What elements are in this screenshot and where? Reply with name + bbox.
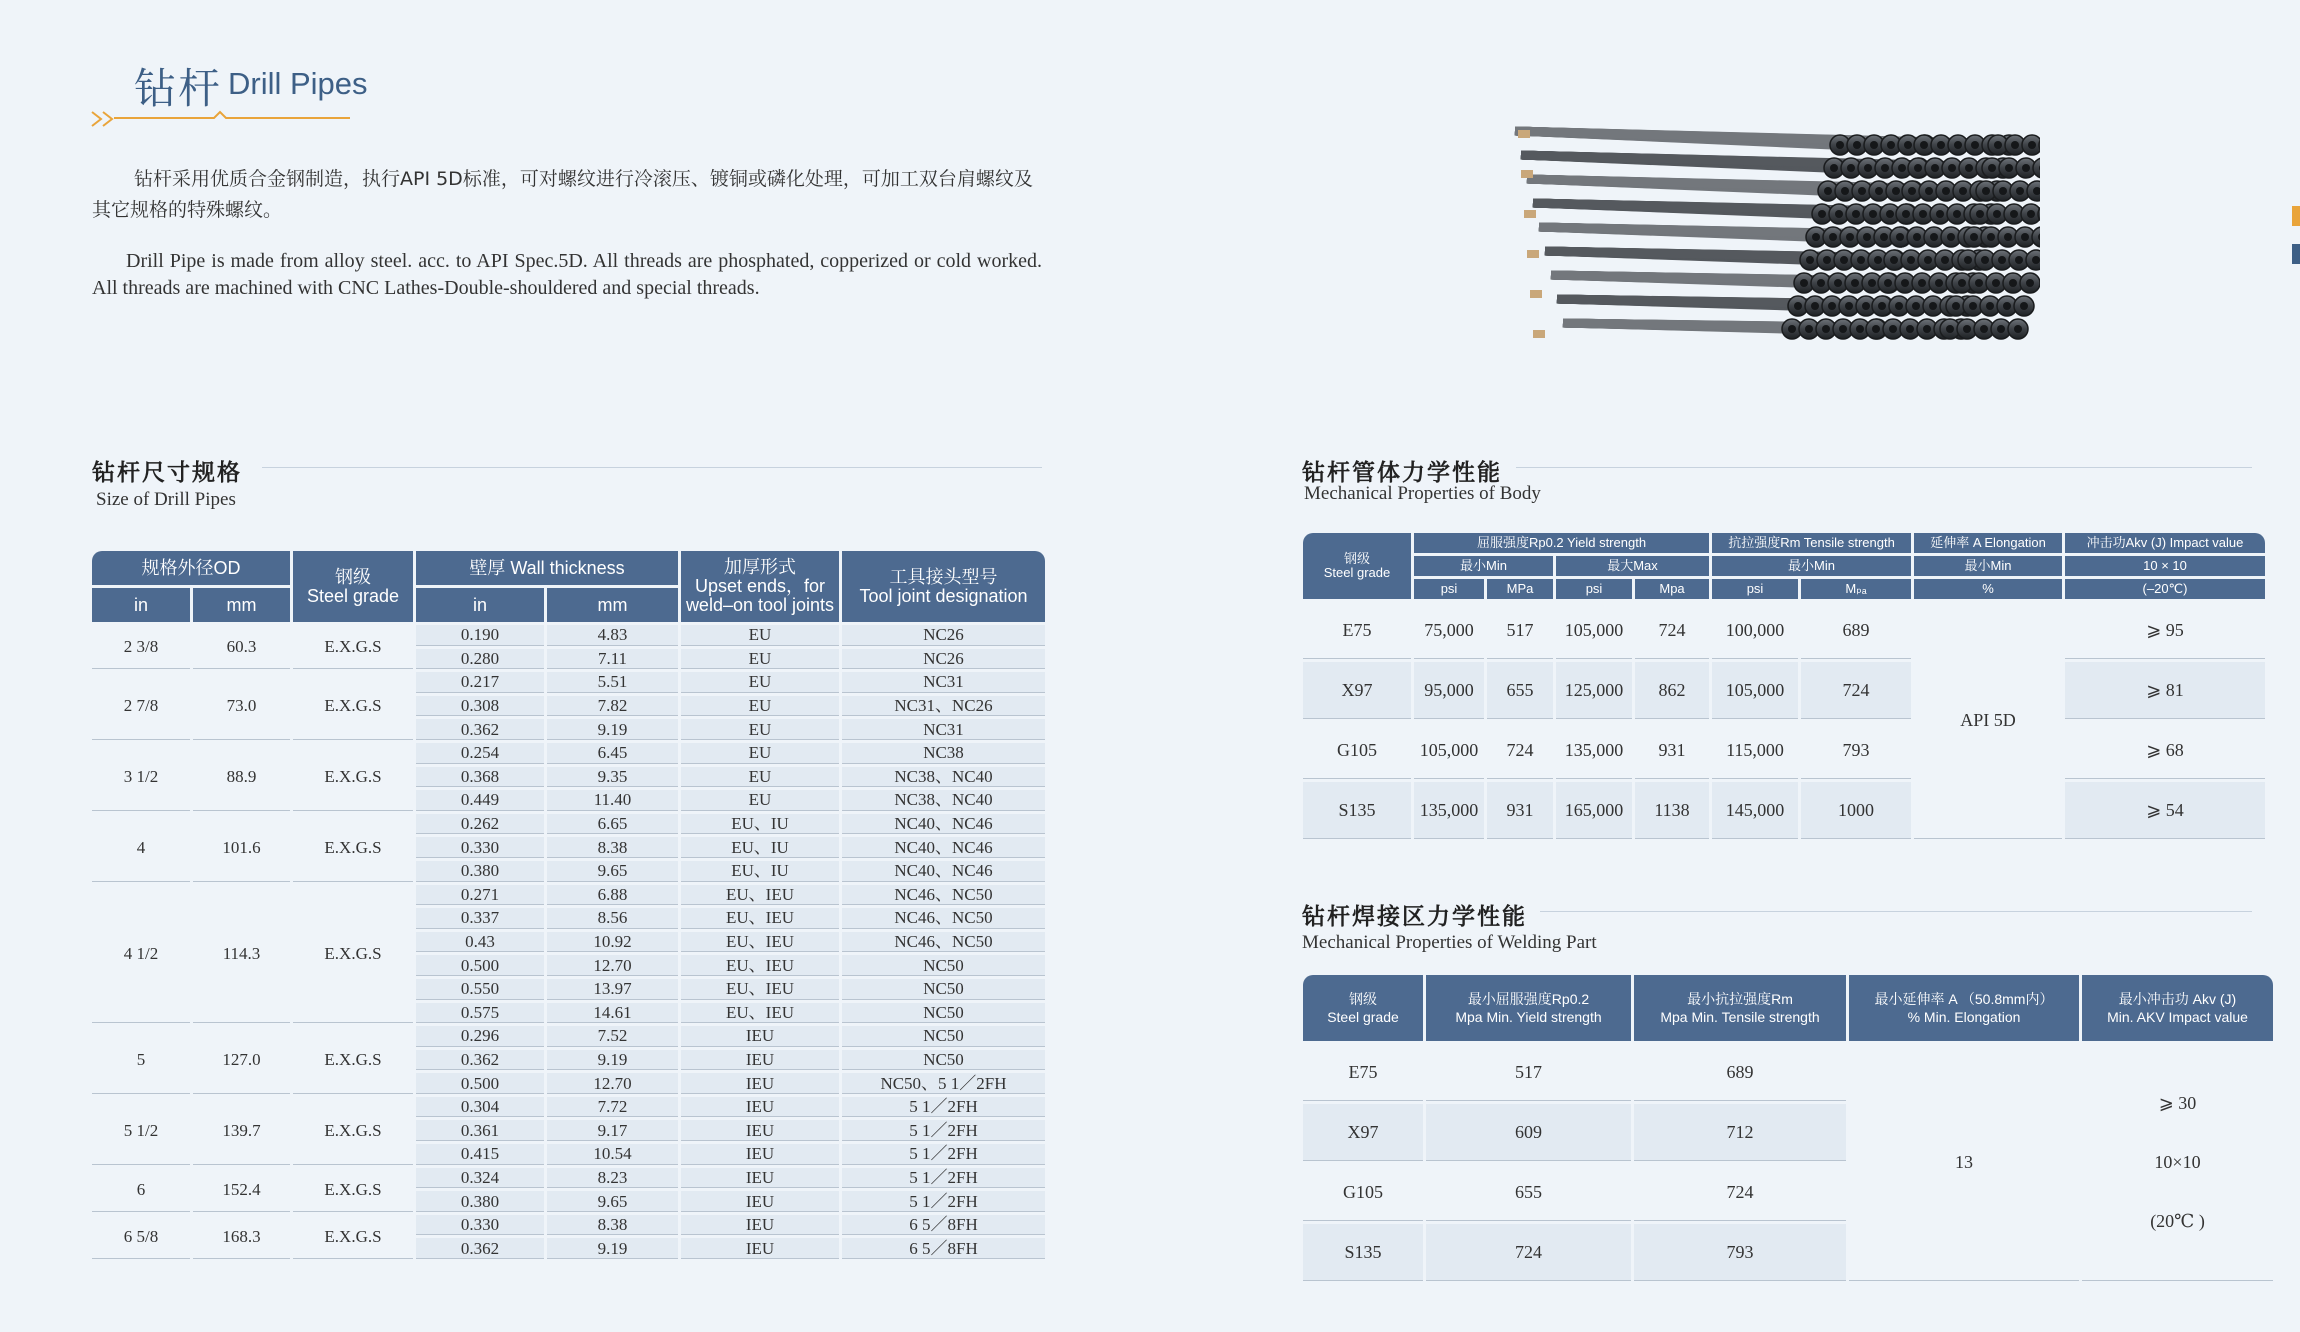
size-cell-upset: EU <box>681 672 839 693</box>
size-cell-wall-in: 0.271 <box>416 885 544 906</box>
size-head-joint-zh: 工具接头型号 <box>889 566 998 587</box>
size-cell-wall-in: 0.217 <box>416 672 544 693</box>
body-head-temp: (–20℃) <box>2065 579 2265 599</box>
body-cell-impact: ⩾ 81 <box>2065 662 2265 719</box>
weld-head-impact-zh: 最小冲击功 Akv (J) <box>2118 991 2237 1007</box>
body-cell-y-mpa: 655 <box>1487 662 1553 719</box>
size-cell-upset: IEU <box>681 1238 839 1259</box>
size-head-od: 规格外径OD <box>92 551 290 585</box>
size-cell-wall-in: 0.304 <box>416 1097 544 1118</box>
body-head-mpa3: Mₚₐ <box>1801 579 1911 599</box>
body-head-psi3: psi <box>1712 579 1798 599</box>
body-head-yield: 屈服强度Rp0.2 Yield strength <box>1414 533 1709 553</box>
size-cell-od-mm: 168.3 <box>193 1215 290 1259</box>
body-cell-ymax-psi: 135,000 <box>1556 722 1632 779</box>
size-cell-joint: NC46、NC50 <box>842 908 1045 929</box>
body-cell-y-psi: 105,000 <box>1414 722 1484 779</box>
intro-paragraph-zh: 钻杆采用优质合金钢制造，执行API 5D标准，可对螺纹进行冷滚压、镀铜或磷化处理，可加工双台肩螺纹及其它规格的特殊螺纹。 <box>92 168 1033 221</box>
size-cell-joint: NC38、NC40 <box>842 790 1045 811</box>
size-cell-upset: EU、IEU <box>681 955 839 976</box>
size-cell-wall-mm: 9.35 <box>547 767 678 788</box>
size-cell-wall-mm: 7.52 <box>547 1026 678 1047</box>
body-cell-t-mpa: 1000 <box>1801 782 1911 839</box>
body-properties-table <box>1300 530 2268 842</box>
size-cell-joint: 6 5／8FH <box>842 1215 1045 1236</box>
weld-impact-min: ⩾ 30 <box>2158 1092 2197 1113</box>
table-row <box>92 1215 1045 1236</box>
size-head-od-in: in <box>92 588 190 622</box>
size-cell-joint: NC38 <box>842 743 1045 764</box>
size-cell-od-mm: 127.0 <box>193 1026 290 1094</box>
body-head-max1: 最大Max <box>1556 556 1709 576</box>
size-head-wall: 壁厚 Wall thickness <box>416 551 678 585</box>
size-cell-od-mm: 152.4 <box>193 1168 290 1212</box>
weld-section-title-en: Mechanical Properties of Welding Part <box>1302 932 1597 953</box>
size-cell-wall-mm: 8.38 <box>547 1215 678 1236</box>
size-cell-upset: EU、IU <box>681 837 839 858</box>
size-cell-od-mm: 88.9 <box>193 743 290 811</box>
weld-cell-impact <box>2082 1044 2273 1281</box>
body-cell-grade: E75 <box>1303 602 1411 659</box>
size-cell-joint: NC40、NC46 <box>842 837 1045 858</box>
body-head-impact: 冲击功Akv (J) Impact value <box>2065 533 2265 553</box>
size-cell-upset: IEU <box>681 1144 839 1165</box>
size-cell-upset: EU <box>681 719 839 740</box>
size-cell-joint: NC26 <box>842 625 1045 646</box>
body-section-rule <box>1516 467 2252 468</box>
weld-section-title-zh: 钻杆焊接区力学性能 <box>1302 904 1527 930</box>
size-cell-joint: NC50 <box>842 1050 1045 1071</box>
size-cell-upset: IEU <box>681 1191 839 1212</box>
size-cell-wall-in: 0.330 <box>416 837 544 858</box>
size-cell-wall-mm: 4.83 <box>547 625 678 646</box>
size-cell-grade: E.X.G.S <box>293 1026 413 1094</box>
size-head-upset <box>681 551 839 622</box>
size-cell-joint: NC50 <box>842 979 1045 1000</box>
table-row <box>92 885 1045 906</box>
size-cell-wall-mm: 8.38 <box>547 837 678 858</box>
weld-head-impact <box>2082 975 2273 1041</box>
size-cell-wall-in: 0.324 <box>416 1168 544 1189</box>
size-cell-wall-in: 0.380 <box>416 861 544 882</box>
size-cell-joint: 6 5／8FH <box>842 1238 1045 1259</box>
body-cell-ymax-psi: 165,000 <box>1556 782 1632 839</box>
size-cell-joint: 5 1／2FH <box>842 1168 1045 1189</box>
table-row <box>92 743 1045 764</box>
size-cell-upset: IEU <box>681 1050 839 1071</box>
size-head-joint-en: Tool joint designation <box>859 585 1028 606</box>
body-head-tensile: 抗拉强度Rm Tensile strength <box>1712 533 1911 553</box>
body-cell-y-mpa: 517 <box>1487 602 1553 659</box>
size-cell-joint: NC31、NC26 <box>842 696 1045 717</box>
size-cell-joint: 5 1／2FH <box>842 1097 1045 1118</box>
size-cell-upset: EU、IEU <box>681 908 839 929</box>
table-row <box>1303 1044 2273 1101</box>
size-cell-upset: IEU <box>681 1026 839 1047</box>
size-cell-upset: EU <box>681 649 839 670</box>
size-cell-od-in: 6 <box>92 1168 190 1212</box>
body-cell-impact: ⩾ 68 <box>2065 722 2265 779</box>
size-cell-od-mm: 139.7 <box>193 1097 290 1165</box>
body-cell-ymax-psi: 105,000 <box>1556 602 1632 659</box>
size-cell-joint: NC50 <box>842 1003 1045 1024</box>
body-cell-impact: ⩾ 54 <box>2065 782 2265 839</box>
size-cell-upset: IEU <box>681 1097 839 1118</box>
size-cell-wall-in: 0.500 <box>416 1073 544 1094</box>
body-head-grade-en: Steel grade <box>1323 565 1391 580</box>
body-head-min3: 最小Min <box>1914 556 2062 576</box>
weld-cell-yield: 609 <box>1426 1104 1631 1161</box>
size-cell-grade: E.X.G.S <box>293 625 413 669</box>
weld-head-yield-en: Mpa Min. Yield strength <box>1455 1009 1602 1025</box>
size-cell-wall-mm: 9.19 <box>547 1238 678 1259</box>
size-cell-joint: 5 1／2FH <box>842 1191 1045 1212</box>
body-cell-ymax-psi: 125,000 <box>1556 662 1632 719</box>
size-head-upset-zh: 加厚形式 <box>724 557 796 577</box>
size-cell-wall-in: 0.296 <box>416 1026 544 1047</box>
size-cell-upset: EU <box>681 767 839 788</box>
size-cell-od-in: 2 7/8 <box>92 672 190 740</box>
size-cell-upset: IEU <box>681 1073 839 1094</box>
size-cell-upset: EU、IEU <box>681 885 839 906</box>
size-cell-od-in: 5 <box>92 1026 190 1094</box>
body-table-body <box>1303 602 2265 839</box>
size-section-title-zh: 钻杆尺寸规格 <box>92 460 242 486</box>
body-head-min2: 最小Min <box>1712 556 1911 576</box>
weld-head-tensile-zh: 最小抗拉强度Rm <box>1687 991 1793 1007</box>
size-head-grade-zh: 钢级 <box>335 566 371 587</box>
size-cell-grade: E.X.G.S <box>293 814 413 882</box>
table-row <box>1303 722 2265 779</box>
size-cell-upset: EU、IEU <box>681 979 839 1000</box>
size-head-wall-mm: mm <box>547 588 678 622</box>
weld-head-grade-zh: 钢级 <box>1349 991 1377 1007</box>
intro-paragraph-en: Drill Pipe is made from alloy steel. acc. to API Spec.5D. All threads are phosphated, copperized or cold worked. All threads are machined with CNC Lathes-Double-shouldered and special threads. <box>92 250 1042 299</box>
size-cell-wall-mm: 8.23 <box>547 1168 678 1189</box>
body-cell-t-mpa: 689 <box>1801 602 1911 659</box>
weld-head-tensile-en: Mpa Min. Tensile strength <box>1660 1009 1820 1025</box>
size-cell-joint: NC31 <box>842 719 1045 740</box>
size-cell-wall-in: 0.550 <box>416 979 544 1000</box>
size-cell-joint: NC50、5 1／2FH <box>842 1073 1045 1094</box>
size-cell-wall-in: 0.362 <box>416 1238 544 1259</box>
weld-impact-size: 10×10 <box>2154 1151 2201 1172</box>
size-cell-upset: EU、IEU <box>681 1003 839 1024</box>
body-head-elong: 延伸率 A Elongation <box>1914 533 2062 553</box>
weld-head-elong-zh: 最小延伸率 A （50.8mm内） <box>1874 991 2054 1007</box>
size-cell-wall-in: 0.190 <box>416 625 544 646</box>
size-cell-joint: NC38、NC40 <box>842 767 1045 788</box>
size-cell-wall-in: 0.254 <box>416 743 544 764</box>
size-cell-upset: EU <box>681 743 839 764</box>
size-cell-od-in: 3 1/2 <box>92 743 190 811</box>
edge-tab-orange <box>2292 206 2300 226</box>
size-cell-wall-in: 0.500 <box>416 955 544 976</box>
size-cell-wall-in: 0.262 <box>416 814 544 835</box>
size-cell-joint: 5 1／2FH <box>842 1120 1045 1141</box>
size-cell-wall-in: 0.280 <box>416 649 544 670</box>
weld-cell-grade: X97 <box>1303 1104 1423 1161</box>
drill-pipe-stack-photo <box>1510 120 2040 420</box>
body-cell-ymax-mpa: 862 <box>1635 662 1709 719</box>
size-cell-joint: NC50 <box>842 1026 1045 1047</box>
table-row <box>1303 602 2265 659</box>
size-table <box>89 548 1048 1262</box>
size-cell-upset: IEU <box>681 1168 839 1189</box>
table-row <box>92 625 1045 646</box>
size-table-body <box>92 625 1045 1259</box>
body-cell-y-mpa: 724 <box>1487 722 1553 779</box>
size-head-grade <box>293 551 413 622</box>
size-cell-od-mm: 101.6 <box>193 814 290 882</box>
size-cell-wall-mm: 7.72 <box>547 1097 678 1118</box>
size-head-grade-en: Steel grade <box>306 585 400 606</box>
body-head-grade <box>1303 533 1411 599</box>
edge-tab-blue <box>2292 244 2300 264</box>
size-cell-wall-mm: 6.45 <box>547 743 678 764</box>
body-cell-y-psi: 75,000 <box>1414 602 1484 659</box>
size-cell-wall-mm: 12.70 <box>547 1073 678 1094</box>
size-cell-wall-mm: 9.19 <box>547 719 678 740</box>
size-cell-upset: EU、IU <box>681 814 839 835</box>
weld-cell-yield: 655 <box>1426 1164 1631 1221</box>
size-cell-wall-in: 0.308 <box>416 696 544 717</box>
size-cell-joint: NC31 <box>842 672 1045 693</box>
size-cell-od-in: 6 5/8 <box>92 1215 190 1259</box>
size-cell-wall-mm: 12.70 <box>547 955 678 976</box>
weld-head-elong-en: % Min. Elongation <box>1907 1009 2021 1025</box>
body-cell-t-psi: 100,000 <box>1712 602 1798 659</box>
size-cell-od-in: 4 1/2 <box>92 885 190 1024</box>
body-cell-ymax-mpa: 1138 <box>1635 782 1709 839</box>
size-cell-grade: E.X.G.S <box>293 1215 413 1259</box>
size-cell-wall-mm: 13.97 <box>547 979 678 1000</box>
size-cell-wall-mm: 9.17 <box>547 1120 678 1141</box>
weld-properties-table <box>1300 972 2276 1284</box>
body-cell-t-mpa: 793 <box>1801 722 1911 779</box>
weld-head-impact-en: Min. AKV Impact value <box>2107 1009 2248 1025</box>
weld-cell-elong: 13 <box>1849 1044 2079 1281</box>
size-cell-joint: NC26 <box>842 649 1045 670</box>
size-cell-wall-in: 0.361 <box>416 1120 544 1141</box>
size-cell-od-mm: 73.0 <box>193 672 290 740</box>
size-cell-upset: EU <box>681 696 839 717</box>
size-cell-wall-mm: 9.65 <box>547 1191 678 1212</box>
size-cell-upset: EU、IU <box>681 861 839 882</box>
weld-cell-yield: 517 <box>1426 1044 1631 1101</box>
body-cell-grade: G105 <box>1303 722 1411 779</box>
size-cell-joint: NC46、NC50 <box>842 885 1045 906</box>
body-cell-t-psi: 105,000 <box>1712 662 1798 719</box>
size-cell-od-mm: 60.3 <box>193 625 290 669</box>
table-row <box>1303 782 2265 839</box>
size-cell-wall-mm: 6.65 <box>547 814 678 835</box>
size-cell-wall-mm: 9.19 <box>547 1050 678 1071</box>
body-cell-grade: X97 <box>1303 662 1411 719</box>
size-head-joint <box>842 551 1045 622</box>
size-head-od-mm: mm <box>193 588 290 622</box>
size-cell-wall-in: 0.415 <box>416 1144 544 1165</box>
size-head-wall-in: in <box>416 588 544 622</box>
body-cell-t-mpa: 724 <box>1801 662 1911 719</box>
size-cell-wall-mm: 10.54 <box>547 1144 678 1165</box>
weld-cell-yield: 724 <box>1426 1224 1631 1281</box>
weld-head-elong <box>1849 975 2079 1041</box>
body-head-pct: % <box>1914 579 2062 599</box>
size-cell-joint: NC50 <box>842 955 1045 976</box>
size-section-rule <box>262 467 1042 468</box>
size-cell-wall-in: 0.368 <box>416 767 544 788</box>
weld-cell-grade: G105 <box>1303 1164 1423 1221</box>
table-row <box>92 1168 1045 1189</box>
size-cell-wall-in: 0.362 <box>416 719 544 740</box>
body-cell-grade: S135 <box>1303 782 1411 839</box>
size-cell-wall-mm: 9.65 <box>547 861 678 882</box>
size-cell-joint: NC40、NC46 <box>842 814 1045 835</box>
size-cell-od-in: 4 <box>92 814 190 882</box>
weld-head-grade-en: Steel grade <box>1327 1009 1399 1025</box>
size-cell-upset: EU <box>681 790 839 811</box>
size-cell-wall-in: 0.330 <box>416 1215 544 1236</box>
body-cell-t-psi: 145,000 <box>1712 782 1798 839</box>
table-row <box>92 814 1045 835</box>
weld-head-tensile <box>1634 975 1846 1041</box>
table-row <box>92 1026 1045 1047</box>
page-title-zh: 钻杆 <box>134 64 223 113</box>
weld-head-grade <box>1303 975 1423 1041</box>
weld-table-body <box>1303 1044 2273 1281</box>
size-cell-wall-mm: 7.82 <box>547 696 678 717</box>
size-cell-wall-mm: 7.11 <box>547 649 678 670</box>
body-head-mpa1: MPa <box>1487 579 1553 599</box>
body-head-grade-zh: 钢级 <box>1343 551 1370 566</box>
size-cell-wall-mm: 5.51 <box>547 672 678 693</box>
size-cell-wall-mm: 11.40 <box>547 790 678 811</box>
size-cell-grade: E.X.G.S <box>293 885 413 1024</box>
weld-head-yield-zh: 最小屈服强度Rp0.2 <box>1467 991 1590 1007</box>
weld-cell-tensile: 724 <box>1634 1164 1846 1221</box>
body-cell-ymax-mpa: 724 <box>1635 602 1709 659</box>
size-cell-wall-in: 0.449 <box>416 790 544 811</box>
weld-cell-grade: S135 <box>1303 1224 1423 1281</box>
body-cell-y-psi: 95,000 <box>1414 662 1484 719</box>
body-head-size: 10 × 10 <box>2065 556 2265 576</box>
body-head-min1: 最小Min <box>1414 556 1553 576</box>
size-cell-upset: IEU <box>681 1215 839 1236</box>
weld-cell-tensile: 793 <box>1634 1224 1846 1281</box>
size-cell-wall-in: 0.380 <box>416 1191 544 1212</box>
weld-head-yield <box>1426 975 1631 1041</box>
size-cell-wall-in: 0.337 <box>416 908 544 929</box>
body-section-title-zh: 钻杆管体力学性能 <box>1302 460 1502 486</box>
size-cell-wall-mm: 8.56 <box>547 908 678 929</box>
size-cell-grade: E.X.G.S <box>293 672 413 740</box>
weld-section-rule <box>1540 911 2252 912</box>
weld-impact-temp: (20℃ ) <box>2150 1210 2205 1231</box>
body-head-psi1: psi <box>1414 579 1484 599</box>
table-row <box>92 672 1045 693</box>
weld-cell-grade: E75 <box>1303 1044 1423 1101</box>
body-cell-ymax-mpa: 931 <box>1635 722 1709 779</box>
size-section-title-en: Size of Drill Pipes <box>96 489 236 510</box>
size-cell-upset: EU <box>681 625 839 646</box>
size-cell-wall-in: 0.43 <box>416 932 544 953</box>
body-cell-elong: API 5D <box>1914 602 2062 839</box>
size-cell-joint: NC40、NC46 <box>842 861 1045 882</box>
page-title-en: Drill Pipes <box>228 66 368 101</box>
body-cell-t-psi: 115,000 <box>1712 722 1798 779</box>
size-cell-joint: NC46、NC50 <box>842 932 1045 953</box>
size-head-upset-en: Upset ends，for weld–on tool joints <box>685 576 835 615</box>
body-section-title-en: Mechanical Properties of Body <box>1304 483 1541 504</box>
table-row <box>1303 662 2265 719</box>
title-underline-icon <box>90 110 350 128</box>
size-cell-wall-mm: 10.92 <box>547 932 678 953</box>
body-cell-y-mpa: 931 <box>1487 782 1553 839</box>
size-cell-od-in: 2 3/8 <box>92 625 190 669</box>
body-cell-y-psi: 135,000 <box>1414 782 1484 839</box>
weld-cell-tensile: 689 <box>1634 1044 1846 1101</box>
size-cell-wall-mm: 6.88 <box>547 885 678 906</box>
size-cell-upset: EU、IEU <box>681 932 839 953</box>
size-cell-od-mm: 114.3 <box>193 885 290 1024</box>
size-cell-grade: E.X.G.S <box>293 1097 413 1165</box>
size-cell-grade: E.X.G.S <box>293 743 413 811</box>
size-cell-joint: 5 1／2FH <box>842 1144 1045 1165</box>
weld-cell-tensile: 712 <box>1634 1104 1846 1161</box>
table-row <box>92 1097 1045 1118</box>
size-cell-wall-in: 0.575 <box>416 1003 544 1024</box>
body-head-psi2: psi <box>1556 579 1632 599</box>
size-cell-grade: E.X.G.S <box>293 1168 413 1212</box>
body-head-mpa2: Mpa <box>1635 579 1709 599</box>
body-cell-impact: ⩾ 95 <box>2065 602 2265 659</box>
size-cell-wall-mm: 14.61 <box>547 1003 678 1024</box>
size-cell-wall-in: 0.362 <box>416 1050 544 1071</box>
size-cell-upset: IEU <box>681 1120 839 1141</box>
size-cell-od-in: 5 1/2 <box>92 1097 190 1165</box>
